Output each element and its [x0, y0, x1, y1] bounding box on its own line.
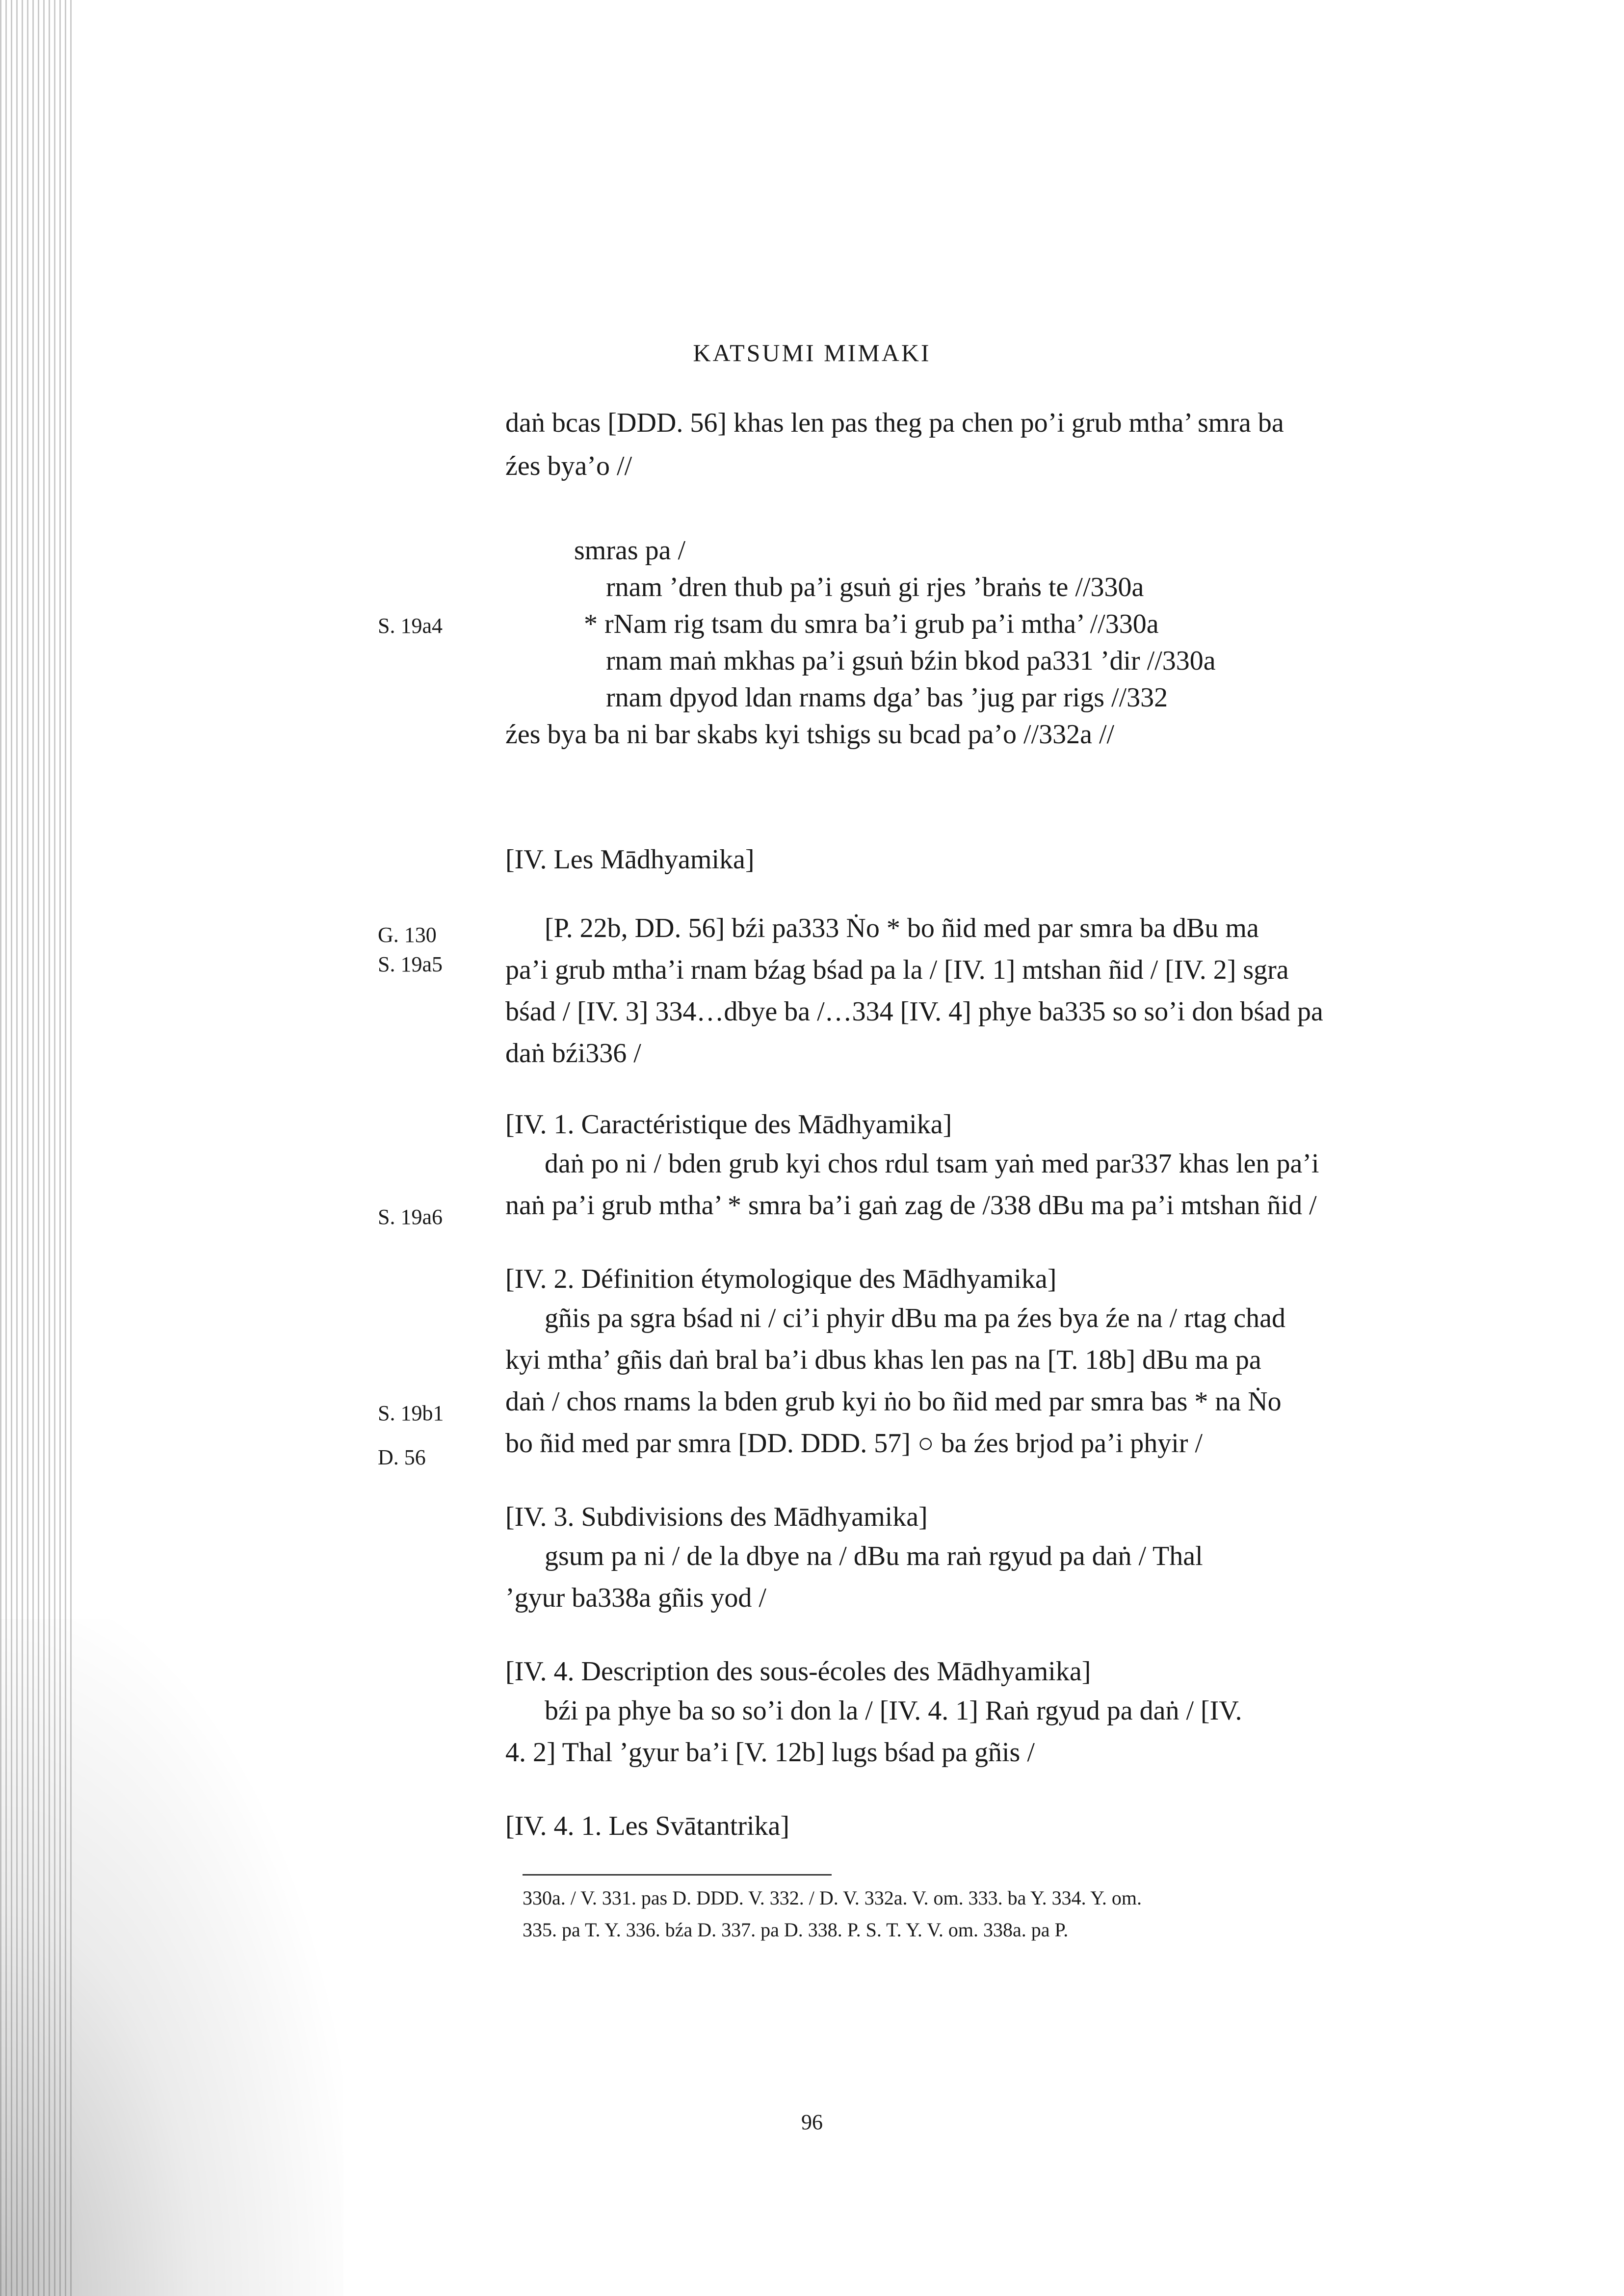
section-heading: [IV. 3. Subdivisions des Mādhyamika]	[505, 1502, 928, 1532]
body-line: bśad / [IV. 3] 334…dbye ba /…334 [IV. 4] phye ba335 so so’i don bśad pa	[505, 996, 1323, 1027]
intro-line: daṅ bcas [DDD. 56] khas len pas theg pa chen po’i grub mtha’ smra ba	[505, 408, 1284, 438]
verse-line: źes bya ba ni bar skabs kyi tshigs su bcad pa’o //332a //	[505, 719, 1115, 750]
verse-line: * rNam rig tsam du smra ba’i grub pa’i mtha’ //330a	[584, 609, 1159, 639]
verse-line: rnam ’dren thub pa’i gsuṅ gi rjes ’braṅs te //330a	[606, 572, 1144, 602]
section-heading: [IV. Les Mādhyamika]	[505, 844, 755, 875]
page-number: 96	[801, 2110, 823, 2134]
margin-reference: D. 56	[378, 1445, 426, 1469]
footnote-rule	[523, 1874, 832, 1876]
footnote-line: 330a. / V. 331. pas D. DDD. V. 332. / D. V. 332a. V. om. 333. ba Y. 334. Y. om.	[523, 1887, 1142, 1909]
section-heading: [IV. 1. Caractéristique des Mādhyamika]	[505, 1109, 952, 1140]
verse-line: smras pa /	[574, 535, 686, 566]
body-line: ’gyur ba338a gñis yod /	[505, 1583, 766, 1613]
body-line: bo ñid med par smra [DD. DDD. 57] ○ ba źes brjod pa’i phyir /	[505, 1428, 1203, 1459]
section-heading: [IV. 4. Description des sous-écoles des Mādhyamika]	[505, 1656, 1091, 1687]
margin-reference: G. 130	[378, 923, 437, 947]
intro-line: źes bya’o //	[505, 451, 632, 481]
body-line: naṅ pa’i grub mtha’ * smra ba’i gaṅ zag de /338 dBu ma pa’i mtshan ñid /	[505, 1190, 1317, 1221]
footnote-line: 335. pa T. Y. 336. bźa D. 337. pa D. 338. P. S. T. Y. V. om. 338a. pa P.	[523, 1919, 1069, 1941]
body-line: daṅ po ni / bden grub kyi chos rdul tsam yaṅ med par337 khas len pa’i	[545, 1148, 1319, 1179]
margin-reference: S. 19a5	[378, 952, 443, 976]
body-line: gñis pa sgra bśad ni / ci’i phyir dBu ma pa źes bya źe na / rtag chad	[545, 1303, 1285, 1333]
section-heading: [IV. 2. Définition étymologique des Mādhyamika]	[505, 1264, 1057, 1294]
body-line: gsum pa ni / de la dbye na / dBu ma raṅ rgyud pa daṅ / Thal	[545, 1541, 1203, 1571]
running-header: KATSUMI MIMAKI	[693, 339, 931, 366]
margin-reference: S. 19a6	[378, 1205, 443, 1229]
body-line: pa’i grub mtha’i rnam bźag bśad pa la / [IV. 1] mtshan ñid / [IV. 2] sgra	[505, 955, 1289, 985]
margin-reference: S. 19b1	[378, 1401, 444, 1425]
body-line: bźi pa phye ba so so’i don la / [IV. 4. 1] Raṅ rgyud pa daṅ / [IV.	[545, 1696, 1242, 1726]
body-line: [P. 22b, DD. 56] bźi pa333 Ṅo * bo ñid med par smra ba dBu ma	[545, 913, 1259, 943]
body-line: daṅ bźi336 /	[505, 1038, 641, 1069]
margin-reference: S. 19a4	[378, 614, 443, 638]
verse-line: rnam dpyod ldan rnams dga’ bas ’jug par rigs //332	[606, 682, 1168, 713]
section-heading: [IV. 4. 1. Les Svātantrika]	[505, 1811, 790, 1841]
body-line: daṅ / chos rnams la bden grub kyi ṅo bo ñid med par smra bas * na Ṅo	[505, 1386, 1282, 1417]
scan-shadow	[0, 1619, 343, 2296]
body-line: 4. 2] Thal ’gyur ba’i [V. 12b] lugs bśad pa gñis /	[505, 1737, 1035, 1768]
body-line: kyi mtha’ gñis daṅ bral ba’i dbus khas len pas na [T. 18b] dBu ma pa	[505, 1345, 1261, 1375]
verse-line: rnam maṅ mkhas pa’i gsuṅ bźin bkod pa331 ’dir //330a	[606, 646, 1216, 676]
